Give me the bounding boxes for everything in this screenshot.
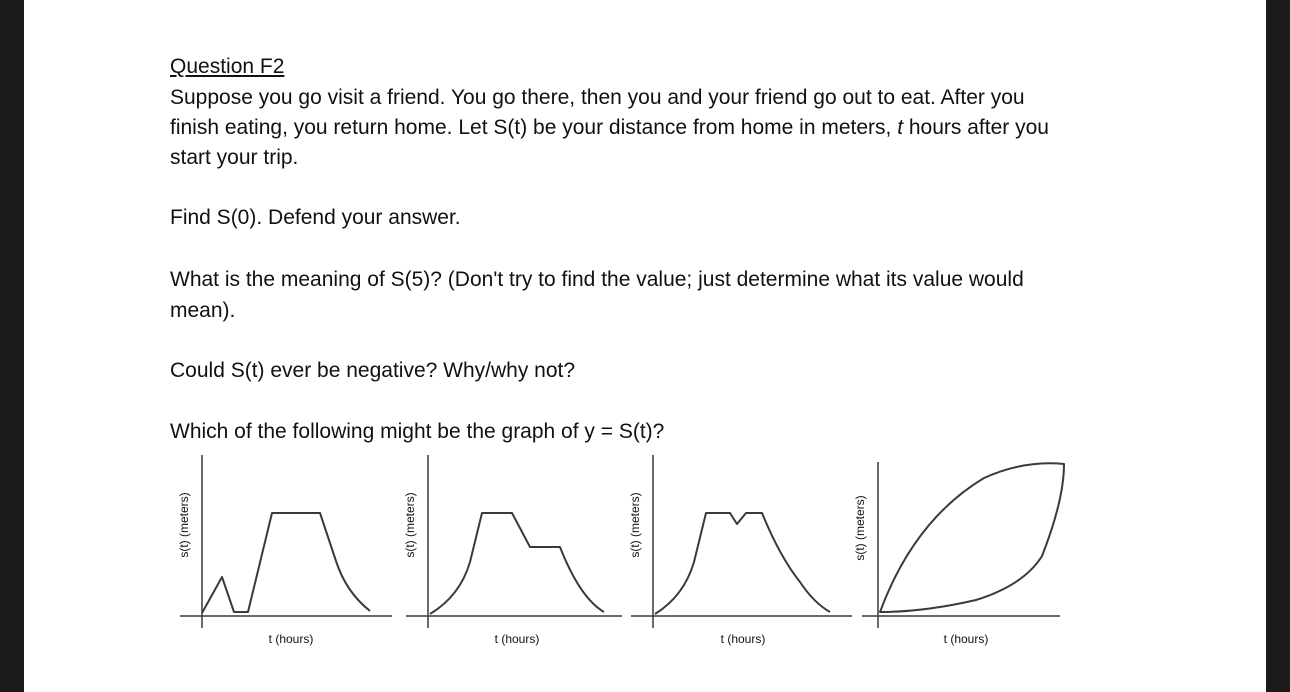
graph-option-2	[403, 455, 622, 646]
graph-2-xlabel: t (hours)	[494, 632, 540, 646]
graph-2-curve	[430, 513, 604, 614]
graph-4-xlabel: t (hours)	[943, 632, 989, 646]
part-a-text: Find S(0). Defend your answer.	[170, 206, 461, 229]
answer-graphs	[24, 0, 1266, 692]
part-d-text: Which of the following might be the graph of y = S(t)?	[170, 420, 665, 443]
intro-line-2-tail: hours after you	[903, 116, 1049, 139]
graph-1-xlabel: t (hours)	[268, 632, 314, 646]
graph-2-ylabel: s(t) (meters)	[403, 492, 417, 558]
graph-3-ylabel: s(t) (meters)	[628, 492, 642, 558]
graph-option-1	[177, 455, 392, 646]
graph-3-xlabel: t (hours)	[720, 632, 766, 646]
graph-1-ylabel: s(t) (meters)	[177, 492, 191, 558]
intro-line-3: start your trip.	[170, 146, 299, 169]
part-c-text: Could S(t) ever be negative? Why/why not?	[170, 359, 576, 382]
graph-1-curve	[202, 513, 370, 613]
graph-4-ylabel: s(t) (meters)	[853, 495, 867, 561]
question-heading: Question F2	[170, 55, 285, 78]
graph-4-curve	[880, 463, 1064, 612]
document-page	[24, 0, 1266, 692]
part-b-line-2: mean).	[170, 299, 236, 322]
graph-option-4	[853, 462, 1064, 646]
part-b-line-1: What is the meaning of S(5)? (Don't try to find the value; just determine what its value would	[170, 268, 1024, 291]
graph-3-curve	[655, 513, 830, 614]
intro-italic-t: t	[897, 116, 904, 139]
intro-line-1: Suppose you go visit a friend. You go there, then you and your friend go out to eat. After you	[170, 86, 1025, 109]
intro-line-2-text: finish eating, you return home. Let S(t) be your distance from home in meters,	[170, 116, 898, 139]
graph-option-3	[628, 455, 852, 646]
